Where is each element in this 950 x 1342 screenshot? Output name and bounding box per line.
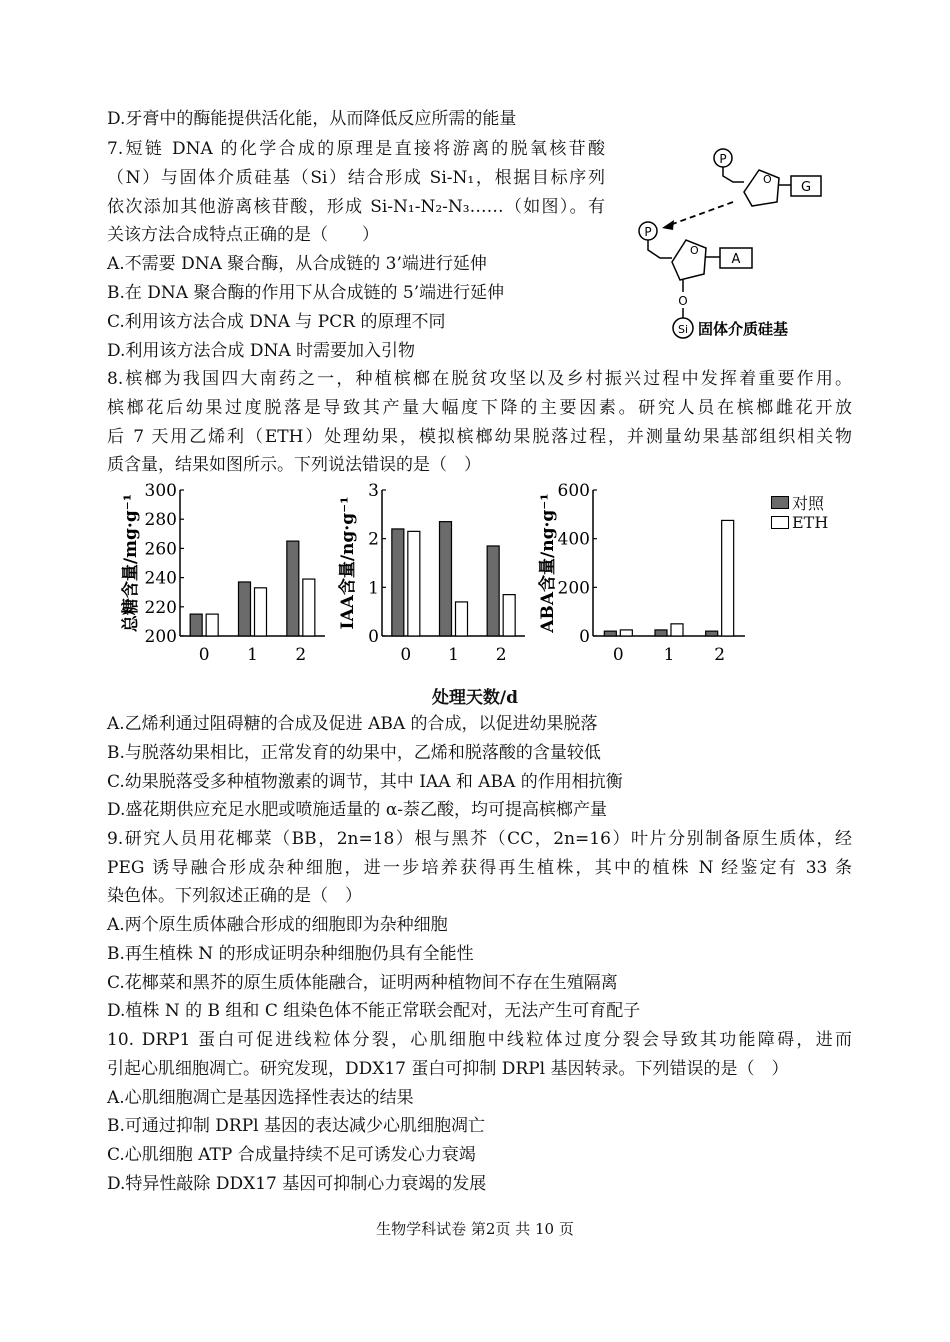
q6-option-d: D.牙膏中的酶能提供活化能，从而降低反应所需的能量	[107, 109, 517, 129]
x-tick-label: 1	[663, 645, 675, 665]
bar-eth	[456, 602, 468, 636]
legend-label-eth: ETH	[792, 512, 829, 532]
q10-option-b: B.可通过抑制 DRPl 基因的表达减少心肌细胞凋亡	[107, 1116, 486, 1136]
q9-stem-line1: 9.研究人员用花椰菜（BB，2n=18）根与黑芥（CC，2n=16）叶片分别制备原生质体，经	[107, 829, 852, 849]
q8-stem-line1: 8.槟榔为我国四大南药之一，种植槟榔在脱贫攻坚以及乡村振兴过程中发挥着重要作用。	[107, 369, 852, 389]
base-a-label: A	[731, 252, 741, 267]
chart-legend	[771, 492, 828, 532]
bar-eth	[408, 531, 420, 636]
y-axis-label: ABA含量/ng·g⁻¹	[538, 493, 558, 633]
bar-control	[487, 546, 499, 636]
x-tick-label: 1	[448, 645, 459, 665]
q7-stem-line2: （N）与固体介质硅基（Si）结合形成 Si-N₁，根据目标序列	[107, 168, 605, 188]
linker-oxygen: O	[678, 294, 688, 308]
x-tick-label: 1	[247, 645, 258, 665]
y-tick-label: 600	[557, 481, 590, 501]
bar-eth	[303, 579, 315, 636]
q9-stem-line2: PEG 诱导融合形成杂种细胞，进一步培养获得再生植株，其中的植株 N 经鉴定有 33 条	[107, 858, 852, 878]
silicon-label: Si	[677, 323, 689, 336]
y-tick-label: 280	[144, 510, 177, 531]
bar-eth	[671, 624, 683, 636]
y-tick-label: 0	[368, 627, 379, 647]
y-tick-label: 200	[144, 627, 177, 647]
y-tick-label: 240	[144, 568, 177, 589]
x-tick-label: 0	[198, 645, 210, 665]
silicon-caption: 固体介质硅基	[698, 320, 789, 338]
y-axis-label: IAA含量/ng·g⁻¹	[338, 496, 358, 630]
legend-item-control	[771, 492, 828, 512]
y-tick-label: 3	[368, 481, 379, 501]
y-tick-label: 300	[144, 481, 177, 501]
y-tick-label: 260	[144, 539, 177, 560]
x-tick-label: 2	[295, 645, 307, 665]
page-footer: 生物学科试卷 第2页 共 10 页	[376, 1220, 574, 1238]
q8-option-d: D.盛花期供应充足水肥或喷施适量的 α-萘乙酸，均可提高槟榔产量	[107, 800, 608, 820]
y-tick-label: 0	[579, 627, 590, 647]
legend-swatch-eth	[771, 516, 789, 529]
y-tick-label: 400	[557, 529, 590, 550]
q8-option-c: C.幼果脱落受多种植物激素的调节，其中 IAA 和 ABA 的作用相抗衡	[107, 772, 623, 792]
phosphate-top-label: P	[719, 152, 727, 166]
bar-eth	[206, 614, 218, 636]
x-tick-label: 0	[400, 645, 412, 665]
q7-option-b: B.在 DNA 聚合酶的作用下从合成链的 5’端进行延伸	[107, 283, 505, 303]
bar-eth	[722, 520, 734, 636]
chart-aba	[535, 478, 760, 668]
sugar-ring-bottom	[672, 240, 706, 280]
q7-option-c: C.利用该方法合成 DNA 与 PCR 的原理不同	[107, 312, 446, 332]
q7-stem-line4: 关该方法合成特点正确的是（ ）	[107, 225, 379, 245]
q10-option-c: C.心肌细胞 ATP 合成量持续不足可诱发心力衰竭	[107, 1145, 476, 1165]
bar-control	[706, 631, 718, 636]
ring-oxygen-top: O	[763, 173, 772, 186]
q10-option-d: D.特异性敲除 DDX17 基因可抑制心力衰竭的发展	[107, 1174, 487, 1194]
bar-control	[440, 522, 452, 636]
q8-stem-line4: 质含量，结果如图所示。下列说法错误的是（ ）	[107, 455, 481, 475]
bar-control	[287, 541, 299, 636]
q10-stem-line1: 10. DRP1 蛋白可促进线粒体分裂，心肌细胞中线粒体过度分裂会导致其功能障碍，进而	[107, 1030, 852, 1050]
q7-option-d: D.利用该方法合成 DNA 时需要加入引物	[107, 341, 416, 361]
y-axis-label: 总糖含量/mg·g⁻¹	[121, 493, 141, 633]
bar-control	[392, 529, 404, 636]
phosphate-bottom-label: P	[644, 225, 652, 239]
q8-option-a: A.乙烯利通过阻碍糖的合成及促进 ABA 的合成，以促进幼果脱落	[107, 714, 598, 734]
q10-option-a: A.心肌细胞凋亡是基因选择性表达的结果	[107, 1088, 414, 1108]
q8-stem-line3: 后 7 天用乙烯利（ETH）处理幼果，模拟槟榔幼果脱落过程，并测量幼果基部组织相关物	[107, 427, 852, 447]
legend-swatch-control	[771, 496, 789, 509]
bar-eth	[620, 630, 632, 636]
q7-stem-line1: 7.短链 DNA 的化学合成的原理是直接将游离的脱氧核苷酸	[107, 139, 605, 159]
x-tick-label: 2	[495, 645, 507, 665]
q8-stem-line2: 槟榔花后幼果过度脱落是导致其产量大幅度下降的主要因素。研究人员在槟榔雌花开放	[107, 398, 852, 418]
q8-option-b: B.与脱落幼果相比，正常发育的幼果中，乙烯和脱落酸的含量较低	[107, 743, 601, 763]
q9-option-a: A.两个原生质体融合形成的细胞即为杂种细胞	[107, 915, 448, 935]
y-tick-label: 2	[368, 529, 379, 550]
y-tick-label: 1	[368, 578, 379, 599]
y-tick-label: 200	[557, 578, 590, 599]
bar-control	[655, 630, 667, 636]
x-tick-label: 2	[714, 645, 726, 665]
base-g-label: G	[800, 180, 812, 195]
top-nucleotide	[714, 149, 821, 206]
sugar-ring-top	[744, 170, 779, 206]
nucleotide-diagram	[628, 140, 848, 350]
q9-option-c: C.花椰菜和黑芥的原生质体能融合，证明两种植物间不存在生殖隔离	[107, 973, 618, 993]
q7-stem-line3: 依次添加其他游离核苷酸，形成 Si-N₁-N₂-N₃……（如图）。有	[107, 197, 605, 217]
chart-total-sugar	[110, 478, 335, 668]
addition-arrow	[670, 202, 733, 225]
y-tick-label: 220	[144, 597, 177, 618]
x-tick-label: 0	[612, 645, 624, 665]
q9-option-d: D.植株 N 的 B 组和 C 组染色体不能正常联会配对，无法产生可育配子	[107, 1001, 641, 1021]
chart-x-axis-title: 处理天数/d	[431, 688, 519, 708]
bar-control	[190, 614, 202, 636]
bar-eth	[503, 595, 515, 636]
q7-option-a: A.不需要 DNA 聚合酶，从合成链的 3’端进行延伸	[107, 254, 487, 274]
bar-control	[604, 631, 616, 636]
legend-item-eth	[771, 512, 828, 532]
legend-label-control: 对照	[792, 493, 825, 513]
q9-option-b: B.再生植株 N 的形成证明杂种细胞仍具有全能性	[107, 944, 474, 964]
bottom-nucleotide	[639, 222, 788, 338]
bar-control	[239, 582, 251, 636]
bar-eth	[255, 588, 267, 636]
q10-stem-line2: 引起心肌细胞凋亡。研究发现，DDX17 蛋白可抑制 DRPl 基因转录。下列错误的是（ ）	[107, 1059, 789, 1079]
chart-iaa	[335, 478, 535, 668]
q9-stem-line3: 染色体。下列叙述正确的是（ ）	[107, 886, 362, 906]
ring-oxygen-bottom: O	[690, 244, 699, 257]
